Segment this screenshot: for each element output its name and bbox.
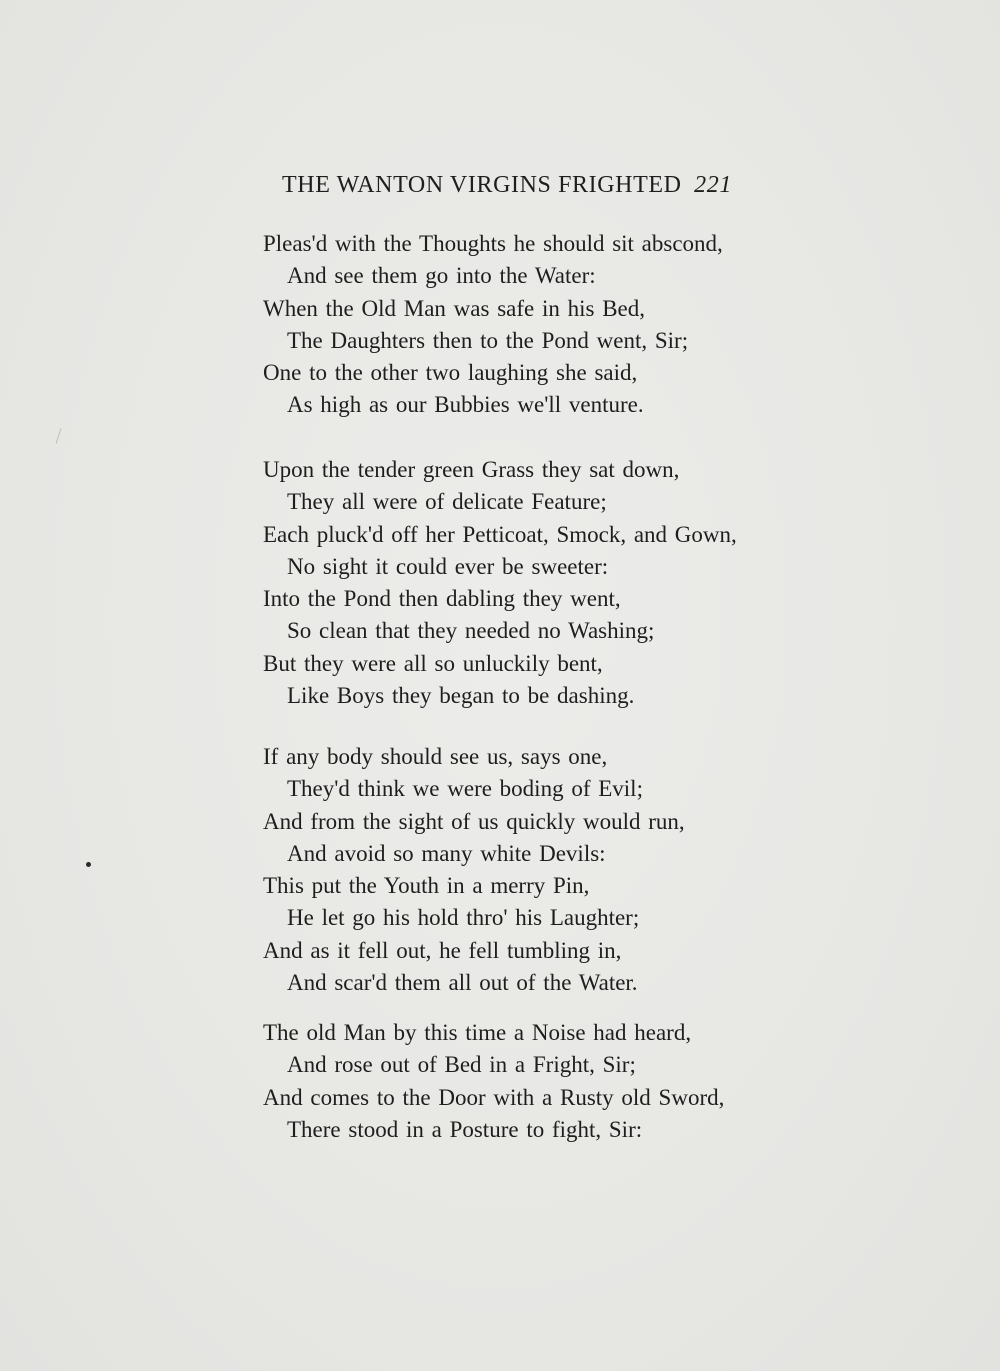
verse-line: And see them go into the Water: <box>287 263 596 289</box>
verse-line: No sight it could ever be sweeter: <box>287 553 609 579</box>
running-head <box>282 172 792 199</box>
verse-line: They'd think we were boding of Evil; <box>287 776 643 802</box>
verse-line: The Daughters then to the Pond went, Sir; <box>287 327 689 353</box>
stanza-1 <box>263 228 823 422</box>
verse-line: Like Boys they began to be dashing. <box>287 683 635 709</box>
verse-line: And avoid so many white Devils: <box>287 840 606 866</box>
verse-line: He let go his hold thro' his Laughter; <box>287 905 640 931</box>
verse-line: Upon the tender green Grass they sat down, <box>263 457 680 482</box>
stanza-4 <box>263 1017 823 1146</box>
verse-line: So clean that they needed no Washing; <box>287 618 655 644</box>
page-number: 221 <box>694 172 732 198</box>
verse-line: Into the Pond then dabling they went, <box>263 586 621 612</box>
verse-line: And as it fell out, he fell tumbling in, <box>263 937 622 963</box>
verse-line: But they were all so unluckily bent, <box>263 650 603 676</box>
verse-line: And scar'd them all out of the Water. <box>287 970 638 996</box>
verse-line: And rose out of Bed in a Fright, Sir; <box>287 1052 636 1078</box>
verse-line: When the Old Man was safe in his Bed, <box>263 295 646 321</box>
verse-line: Each pluck'd off her Petticoat, Smock, and Gown, <box>263 521 737 547</box>
page-title: THE WANTON VIRGINS FRIGHTED <box>282 172 682 198</box>
verse-line: And comes to the Door with a Rusty old Sword, <box>263 1084 725 1110</box>
verse-line: They all were of delicate Feature; <box>287 489 607 515</box>
verse-line: Pleas'd with the Thoughts he should sit abscond, <box>263 231 723 256</box>
verse-line: This put the Youth in a merry Pin, <box>263 873 590 899</box>
verse-line: If any body should see us, says one, <box>263 744 608 769</box>
verse-line: As high as our Bubbies we'll venture. <box>287 392 644 418</box>
stanza-3 <box>263 741 823 999</box>
paper-mark <box>56 428 62 444</box>
verse-line: And from the sight of us quickly would run, <box>263 808 685 834</box>
verse-line: The old Man by this time a Noise had heard, <box>263 1020 692 1045</box>
stanza-2 <box>263 454 823 712</box>
verse-line: One to the other two laughing she said, <box>263 360 638 386</box>
ink-speck <box>86 862 91 867</box>
verse-line: There stood in a Posture to fight, Sir: <box>287 1116 643 1142</box>
